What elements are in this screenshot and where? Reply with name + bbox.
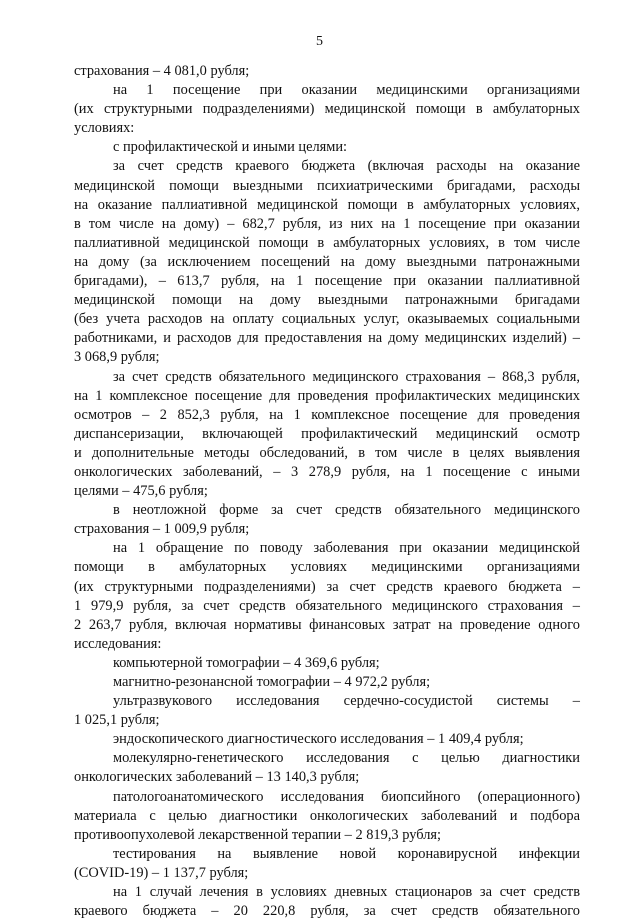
text-line: эндоскопического диагностического исследования – 1 409,4 рубля; (113, 731, 524, 748)
text-line: краевого бюджета – 20 220,8 рубля, за счет средств обязательного (74, 903, 580, 920)
text-line: страхования – 1 009,9 рубля; (74, 521, 250, 538)
text-line: в том числе на дому) – 682,7 рубля, из них на 1 посещение при оказании (74, 215, 580, 232)
text-line: на 1 комплексное посещение для проведения профилактических медицинских (74, 387, 580, 404)
text-line: целями – 475,6 рубля; (74, 483, 208, 500)
text-line: на 1 обращение по поводу заболевания при оказании медицинской (113, 540, 580, 557)
text-line: на оказание паллиативной медицинской помощи в амбулаторных условиях, (74, 196, 580, 213)
text-line: компьютерной томографии – 4 369,6 рубля; (113, 654, 380, 671)
text-line: ультразвукового исследования сердечно-сосудистой системы – (113, 693, 580, 710)
text-line: патологоанатомического исследования биопсийного (операционного) (113, 788, 580, 805)
text-line: исследования: (74, 635, 162, 652)
text-line: на 1 случай лечения в условиях дневных стационаров за счет средств (113, 884, 580, 901)
text-line: медицинской помощи на дому выездными патронажными бригадами (74, 292, 580, 309)
text-line: за счет средств краевого бюджета (включая расходы на оказание (113, 158, 580, 175)
text-line: медицинской помощи выездными психиатрическими бригадами, расходы (74, 177, 580, 194)
text-line: за счет средств обязательного медицинского страхования – 868,3 рубля, (113, 368, 580, 385)
text-line: 1 025,1 рубля; (74, 712, 160, 729)
text-line: материала с целью диагностики онкологических заболеваний и подбора (74, 807, 580, 824)
document-body (74, 62, 580, 921)
text-line: работниками, и расходов для предоставления на дому медицинских изделий) – (74, 330, 580, 347)
text-line: диспансеризации, включающей профилактический медицинский осмотр (74, 425, 580, 442)
text-line: (их структурными подразделениями) за счет средств краевого бюджета – (74, 578, 580, 595)
page-number: 5 (316, 34, 323, 49)
text-line: в неотложной форме за счет средств обязательного медицинского (113, 502, 580, 519)
text-line: осмотров – 2 852,3 рубля, на 1 комплексное посещение для проведения (74, 406, 580, 423)
text-line: (их структурными подразделениями) медицинской помощи в амбулаторных (74, 101, 580, 118)
text-line: онкологических заболеваний, – 3 278,9 рубля, на 1 посещение с иными (74, 463, 580, 480)
text-line: условиях: (74, 120, 135, 137)
text-line: противоопухолевой лекарственной терапии – 2 819,3 рубля; (74, 826, 441, 843)
text-line: тестирования на выявление новой коронавирусной инфекции (113, 845, 580, 862)
text-line: помощи в амбулаторных условиях медицинскими организациями (74, 559, 580, 576)
text-line: паллиативной медицинской помощи в амбулаторных условиях, в том числе (74, 234, 580, 251)
text-line: онкологических заболеваний – 13 140,3 рубля; (74, 769, 360, 786)
text-line: 3 068,9 рубля; (74, 349, 160, 366)
text-line: (без учета расходов на оплату социальных услуг, оказываемых социальными (74, 311, 580, 328)
text-line: молекулярно-генетического исследования с целью диагностики (113, 750, 580, 767)
text-line: магнитно-резонансной томографии – 4 972,2 рубля; (113, 674, 431, 690)
text-line: 2 263,7 рубля, включая нормативы финансовых затрат на проведение одного (74, 616, 580, 633)
text-line: на 1 посещение при оказании медицинскими организациями (113, 82, 580, 99)
text-line: и дополнительные методы обследований, в том числе в целях выявления (74, 444, 580, 461)
text-line: на дому (за исключением посещений на дому выездными патронажными (74, 253, 580, 270)
text-line: (COVID-19) – 1 137,7 рубля; (74, 864, 249, 881)
text-line: 1 979,9 рубля, за счет средств обязательного медицинского страхования – (74, 597, 580, 614)
text-line: с профилактической и иными целями: (113, 139, 348, 156)
text-line: страхования – 4 081,0 рубля; (74, 63, 250, 79)
text-line: бригадами), – 613,7 рубля, на 1 посещение при оказании паллиативной (74, 273, 580, 290)
